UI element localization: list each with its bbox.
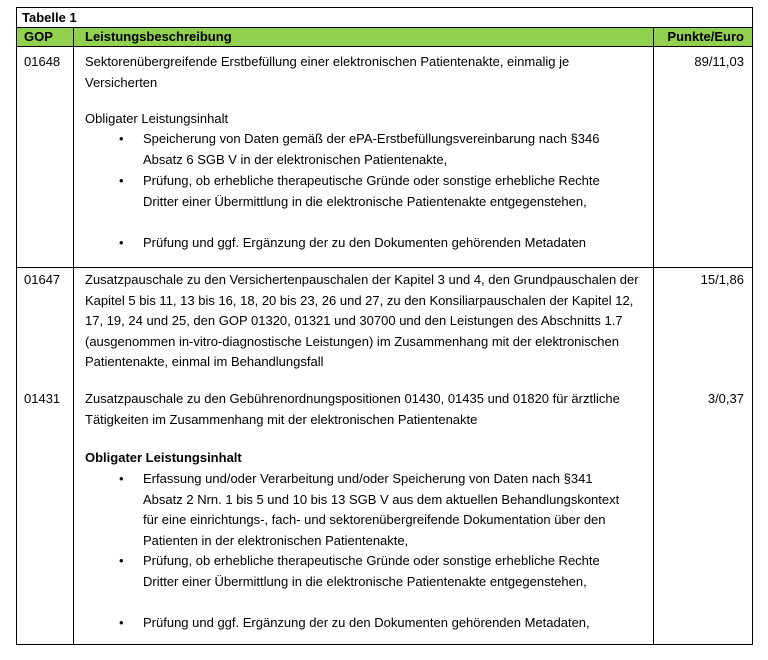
row-divider: [17, 267, 752, 268]
column-divider: [653, 28, 654, 644]
row-title: Zusatzpauschale zu den Versichertenpauschalen der Kapitel 3 und 4, den Grundpauschalen der Kapitel 5 bis 11, 13 bis 16, 18, 20 bis 23, 26 und 27, zu den Konsiliarpauschalen der Kapitel 12, 17, 19, 24 und 25, den GOP 01320, 01321 und 30700 und den Leistungen des Abschnitts 1.7 (ausgenommen in-vitro-diagnostische Leistungen) im Zusammenhang mit der elektronischen Patientenakte, einmal im Behandlungsfall: [85, 272, 639, 370]
bullet-icon: •: [119, 615, 124, 630]
row-title: Zusatzpauschale zu den Gebührenordnungspositionen 01430, 01435 und 01820 für ärztliche Tätigkeiten im Zusammenhang mit der elektronischen Patientenakte: [85, 391, 620, 427]
bullet-text: Speicherung von Daten gemäß der ePA-Erstbefüllungsvereinbarung nach §346 Absatz 6 SGB V in der elektronischen Patientenakte,: [143, 131, 600, 167]
header-description: Leistungsbeschreibung: [85, 29, 232, 44]
row-points: 89/11,03: [694, 54, 744, 69]
row-gop: 01647: [24, 272, 61, 287]
bullet-icon: •: [119, 173, 124, 188]
bullet-icon: •: [119, 471, 124, 486]
header-points: Punkte/Euro: [667, 29, 744, 44]
row-section-heading: Obligater Leistungsinhalt: [85, 111, 229, 126]
bullet-text: Prüfung und ggf. Ergänzung der zu den Dokumenten gehörenden Metadaten,: [143, 615, 590, 630]
row-gop: 01431: [24, 391, 61, 406]
bullet-icon: •: [119, 553, 124, 568]
row-points: 15/1,86: [700, 272, 744, 287]
row-points: 3/0,37: [707, 391, 744, 406]
column-divider: [73, 28, 74, 644]
table-header-row: [17, 28, 752, 47]
bullet-text: Prüfung und ggf. Ergänzung der zu den Dokumenten gehörenden Metadaten: [143, 235, 587, 250]
header-gop: GOP: [24, 29, 53, 44]
bullet-icon: •: [119, 131, 124, 146]
bullet-icon: •: [119, 235, 124, 250]
row-title: Sektorenübergreifende Erstbefüllung einer elektronischen Patientenakte, einmalig je Versicherten: [85, 54, 570, 90]
bullet-text: Prüfung, ob erhebliche therapeutische Gründe oder sonstige erhebliche Rechte Dritter einer Übermittlung in die elektronische Patientenakte entgegenstehen,: [143, 173, 600, 209]
row-gop: 01648: [24, 54, 61, 69]
table-caption: Tabelle 1: [17, 8, 752, 28]
row-section-heading: Obligater Leistungsinhalt: [85, 450, 242, 465]
bullet-text: Prüfung, ob erhebliche therapeutische Gründe oder sonstige erhebliche Rechte Dritter einer Übermittlung in die elektronische Patientenakte entgegenstehen,: [143, 553, 600, 589]
bullet-text: Erfassung und/oder Verarbeitung und/oder Speicherung von Daten nach §341 Absatz 2 Nrn. 1 bis 5 und 10 bis 13 SGB V aus dem aktuellen Behandlungskontext für eine einrichtungs-, fach- und sektorenübergreifende Dokumentation über den Patienten in der elektronischen Patientenakte,: [143, 471, 620, 548]
gop-table: [16, 7, 753, 645]
